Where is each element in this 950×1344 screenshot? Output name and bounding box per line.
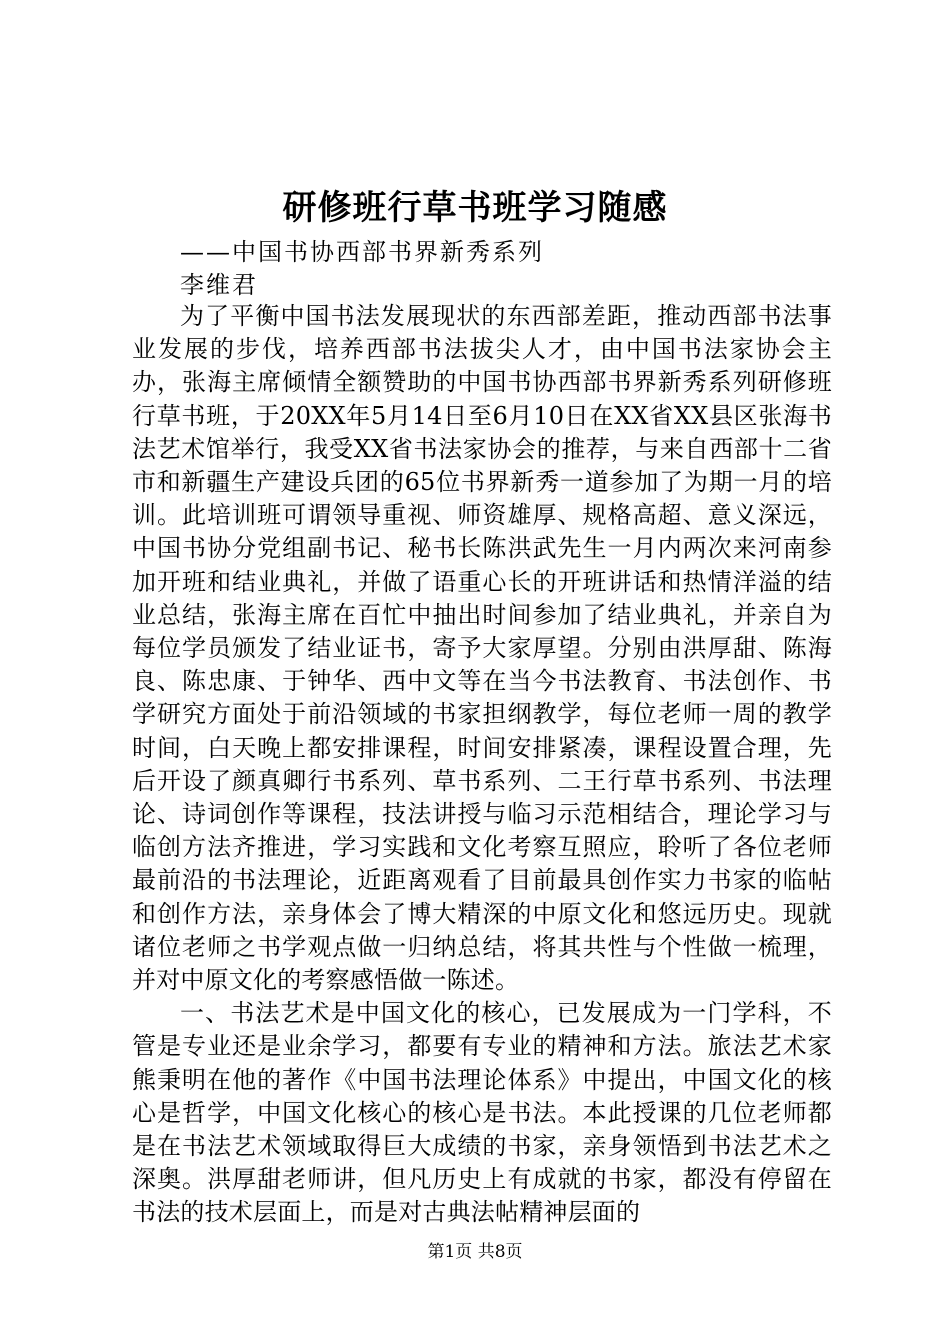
body-paragraph-2: 一、书法艺术是中国文化的核心，已发展成为一门学科，不管是专业还是业余学习，都要有专业的精神和方法。旅法艺术家熊秉明在他的著作《中国书法理论体系》中提出，中国文化的核心是哲学，中国文化核心的核心是书法。本此授课的几位老师都是在书法艺术领域取得巨大成绩的书家，亲身领悟到书法艺术之深奥。洪厚甜老师讲，但凡历史上有成就的书家，都没有停留在书法的技术层面上，而是对古典法帖精神层面的 (132, 999, 832, 1227)
body-paragraph-1: 为了平衡中国书法发展现状的东西部差距，推动西部书法事业发展的步伐，培养西部书法拔尖人才，由中国书法家协会主办，张海主席倾情全额赞助的中国书协西部书界新秀系列研修班行草书班，于20XX年5月14日至6月10日在XX省XX县区张海书法艺术馆举行，我受XX省书法家协会的推荐，与来自西部十二省市和新疆生产建设兵团的65位书界新秀一道参加了为期一月的培训。此培训班可谓领导重视、师资雄厚、规格高超、意义深远，中国书协分党组副书记、秘书长陈洪武先生一月内两次来河南参加开班和结业典礼，并做了语重心长的开班讲话和热情洋溢的结业总结，张海主席在百忙中抽出时间参加了结业典礼，并亲自为每位学员颁发了结业证书，寄予大家厚望。分别由洪厚甜、陈海良、陈忠康、于钟华、西中文等在当今书法教育、书法创作、书学研究方面处于前沿领域的书家担纲教学，每位老师一周的教学时间，白天晚上都安排课程，时间安排紧凑，课程设置合理，先后开设了颜真卿行书系列、草书系列、二王行草书系列、书法理论、诗词创作等课程，技法讲授与临习示范相结合，理论学习与临创方法齐推进，学习实践和文化考察互照应，聆听了各位老师最前沿的书法理论，近距离观看了目前最具创作实力书家的临帖和创作方法，亲身体会了博大精深的中原文化和悠远历史。现就诸位老师之书学观点做一归纳总结，将其共性与个性做一梳理，并对中原文化的考察感悟做一陈述。 (132, 302, 832, 995)
document-body (132, 300, 832, 1230)
document-subtitle: ——中国书协西部书界新秀系列 (180, 238, 544, 266)
page-number-footer: 第1页 共8页 (427, 1242, 523, 1262)
document-title: 研修班行草书班学习随感 (282, 188, 668, 228)
document-author: 李维君 (180, 271, 258, 299)
